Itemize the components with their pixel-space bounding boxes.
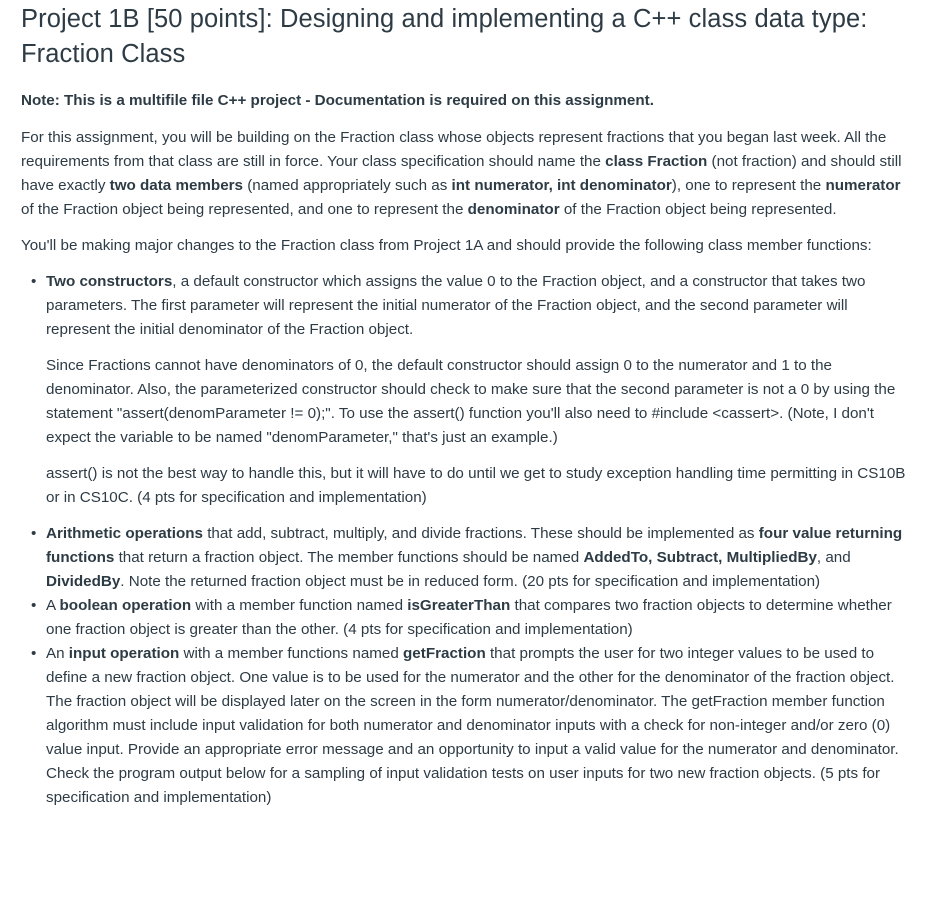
two-data-members-term: two data members bbox=[109, 177, 244, 194]
page-title bbox=[21, 0, 916, 72]
boolean-operation-term: boolean operation bbox=[59, 597, 192, 614]
bullet-icon: • bbox=[31, 645, 37, 662]
four-functions-term: four value returning functions bbox=[46, 525, 903, 566]
assert-note-paragraph: assert() is not the best way to handle this, but it will have to do until we get to study exception handling time permitting in CS10B or in CS10C. (4 pts for specification and implementation) bbox=[46, 465, 906, 506]
multifile-note: Note: This is a multifile file C++ project - Documentation is required on this assignment. bbox=[21, 92, 654, 109]
list-item-constructors: • Two constructors, a default constructor which assigns the value 0 to the Fraction object, and a constructor that takes two parameters. The first parameter will represent the initial numerator of the Fraction object, and the second parameter will represent the initial denominator of the Fraction object. Since Fractions cannot have denominators of 0, the default constructor should assign 0 to the numerator and 1 to the denominator. Also, the parameterized constructor should check to make sure that the second parameter is not a 0 by using the statement "assert(denomParameter != 0);". To use the assert() function you'll also need to #include <cassert>. (Note, I don't expect the variable to be named "denomParameter," that's just an example.) assert() is not the best way to handle this, but it will have to do until we get to study exception handling time permitting in CS10B or in CS10C. (4 pts for specification and implementation) bbox=[21, 270, 916, 510]
member-functions-intro: You'll be making major changes to the Fraction class from Project 1A and should provide the following class member functions: bbox=[21, 237, 872, 254]
constructor-details-paragraph: Since Fractions cannot have denominators of 0, the default constructor should assign 0 to the numerator and 1 to the denominator. Also, the parameterized constructor should check to make sure that the second parameter is not a 0 by using the statement "assert(denomParameter != 0);". To use the assert() function you'll also need to #include <cassert>. (Note, I don't expect the variable to be named "denomParameter," that's just an example.) bbox=[46, 357, 896, 446]
title-line-2: Fraction Class bbox=[21, 40, 186, 68]
bullet-icon: • bbox=[31, 525, 37, 542]
dividedby-term: DividedBy bbox=[46, 573, 121, 590]
denominator-term: denominator bbox=[467, 201, 560, 218]
requirements-list bbox=[21, 270, 916, 810]
list-item-input: • An input operation with a member functions named getFraction that prompts the user for two integer values to be used to define a new fraction object. One value is to be used for the numerator and the other for the denominator of the fraction object. The fraction object will be displayed later on the screen in the form numerator/denominator. The getFraction member function algorithm must include input validation for both numerator and denominator inputs with a check for non-integer and/or zero (0) value input. Provide an appropriate error message and an opportunity to input a valid value for the numerator and denominator. Check the program output below for a sampling of input validation tests on user inputs for two new fraction objects. (5 pts for specification and implementation) bbox=[21, 642, 916, 810]
bullet-icon: • bbox=[31, 273, 37, 290]
list-item-boolean: • A boolean operation with a member function named isGreaterThan that compares two fraction objects to determine whether one fraction object is greater than the other. (4 pts for specification and implementation) bbox=[21, 594, 916, 642]
constructors-term: Two constructors bbox=[46, 273, 173, 290]
data-member-names-term: int numerator, int denominator bbox=[451, 177, 672, 194]
title-line-1: Project 1B [50 points]: Designing and implementing a C++ class data type: bbox=[21, 5, 868, 33]
arithmetic-term: Arithmetic operations bbox=[46, 525, 203, 542]
function-names-term: AddedTo, Subtract, MultipliedBy bbox=[583, 549, 817, 566]
list-item-arithmetic: • Arithmetic operations that add, subtract, multiply, and divide fractions. These should be implemented as four value returning functions that return a fraction object. The member functions should be named AddedTo, Subtract, MultipliedBy, and DividedBy. Note the returned fraction object must be in reduced form. (20 pts for specification and implementation) bbox=[21, 522, 916, 594]
bullet-icon: • bbox=[31, 597, 37, 614]
numerator-term: numerator bbox=[825, 177, 901, 194]
intro-paragraph: For this assignment, you will be building on the Fraction class whose objects represent fractions that you began last week. All the requirements from that class are still in force. Your class specification should name the class Fraction (not fraction) and should still have exactly two data members (named appropriately such as int numerator, int denominator), one to represent the numerator of the Fraction object being represented, and one to represent the denominator of the Fraction object being represented. bbox=[21, 129, 902, 218]
getfraction-term: getFraction bbox=[403, 645, 486, 662]
class-fraction-term: class Fraction bbox=[605, 153, 708, 170]
isgreaterthan-term: isGreaterThan bbox=[407, 597, 511, 614]
input-operation-term: input operation bbox=[68, 645, 180, 662]
